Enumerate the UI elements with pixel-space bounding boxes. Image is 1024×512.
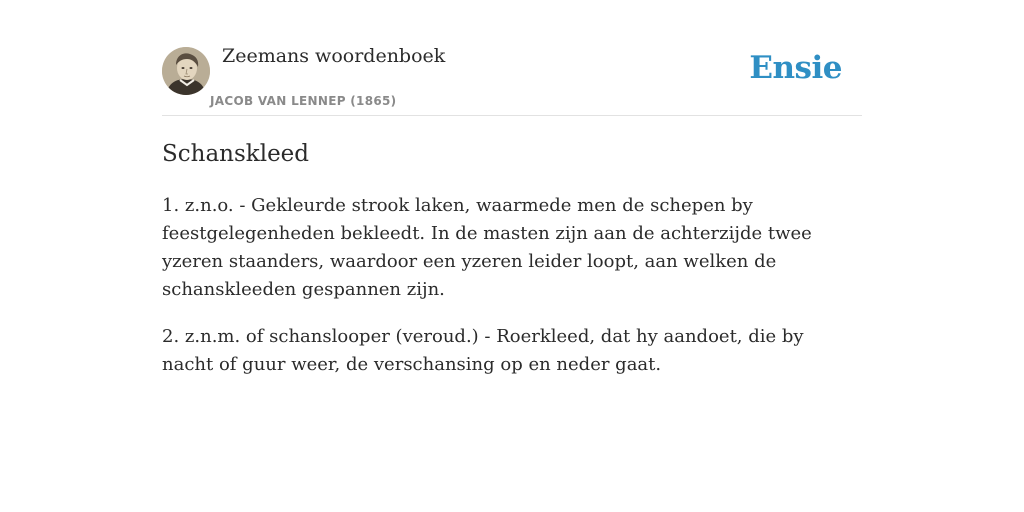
definition-1: 1. z.n.o. - Gekleurde strook laken, waarmede men de schepen by feestgelegenheden bekleedt. In de masten zijn aan de achterzijde twee yzeren staanders, waardoor een yzeren leider loopt, aan welken de schanskleeden gespannen zijn. <box>162 195 812 300</box>
definition-2: 2. z.n.m. of schanslooper (veroud.) - Roerkleed, dat hy aandoet, die by nacht of guur weer, de verschansing op en neder gaat. <box>162 326 804 375</box>
author-portrait-icon <box>162 47 210 95</box>
book-title[interactable]: Zeemans woordenboek <box>222 45 446 67</box>
headword: Schanskleed <box>162 141 310 167</box>
author-name[interactable]: JACOB VAN LENNEP (1865) <box>210 94 397 108</box>
definitions <box>162 192 852 398</box>
header <box>162 0 862 116</box>
ensie-logo[interactable]: Ensie <box>749 50 842 86</box>
entry-card <box>162 0 862 512</box>
